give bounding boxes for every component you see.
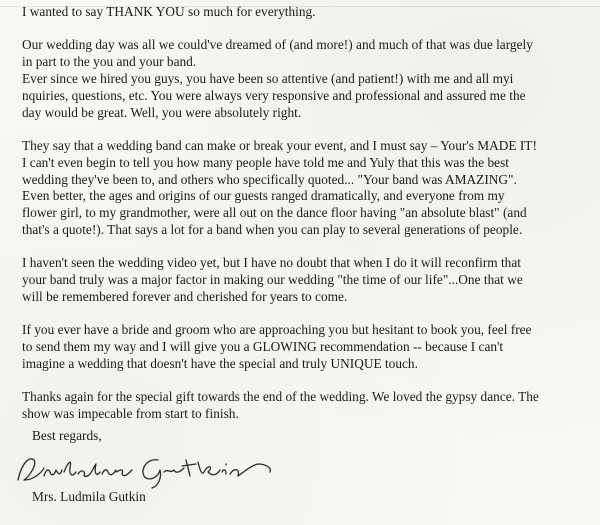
- paragraph-2-line-4: Even better, the ages and origins of our guests ranged dramatically, and everyone from my: [22, 188, 505, 204]
- paragraph-1-line-4: nquiries, questions, etc. You were always very responsive and professional and assured me the: [22, 87, 526, 103]
- greeting-paragraph: [22, 4, 588, 21]
- handwritten-signature: [8, 450, 288, 490]
- printed-name: Mrs. Ludmila Gutkin: [32, 489, 146, 504]
- paragraph-5-line-1: Thanks again for the special gift towards the end of the wedding. We loved the gypsy dance. The: [22, 389, 539, 405]
- paragraph-1-line-5: day would be great. Well, you were absolutely right.: [22, 104, 302, 120]
- paragraph-2: [22, 138, 588, 239]
- paragraph-2-line-2: I can't even begin to tell you how many people have told me and Yuly that this was the best: [22, 154, 509, 170]
- paragraph-3: [22, 255, 588, 305]
- paragraph-5-line-2: show was impecable from start to finish.: [22, 406, 239, 422]
- paragraph-5: [22, 389, 588, 423]
- paragraph-2-line-3: wedding they've been to, and others who specifically quoted... "Your band was AMAZING".: [22, 171, 517, 187]
- paragraph-4-line-2: to send them my way and I will give you a GLOWING recommendation -- because I can't: [22, 339, 504, 355]
- paragraph-4: [22, 322, 588, 372]
- signature-drawing: [8, 450, 288, 490]
- paragraph-2-line-1: They say that a wedding band can make or break your event, and I must say – Your's MADE IT!: [22, 137, 537, 153]
- letter-body: [22, 4, 588, 440]
- paragraph-1: [22, 37, 588, 121]
- paragraph-2-line-5: flower girl, to my grandmother, were all out on the dance floor having "an absolute blast" (and: [22, 205, 527, 221]
- paragraph-3-line-1: I haven't seen the wedding video yet, but I have no doubt that when I do it will reconfirm that: [22, 255, 521, 271]
- paragraph-4-line-3: imagine a wedding that doesn't have the special and truly UNIQUE touch.: [22, 355, 418, 371]
- closing-line: Best regards,: [32, 428, 102, 443]
- paragraph-1-line-3: Ever since we hired you guys, you have been so attentive (and patient!) with me and all myi: [22, 70, 514, 86]
- paragraph-1-line-2: in part to the you and your band.: [22, 54, 197, 70]
- greeting-line: I wanted to say THANK YOU so much for everything.: [22, 4, 316, 19]
- paragraph-4-line-1: If you ever have a bride and groom who are approaching you but hesitant to book you, feel free: [22, 322, 532, 338]
- paragraph-3-line-2: your band truly was a major factor in making our wedding "the time of our life"...One that we: [22, 272, 523, 288]
- paragraph-1-line-1: Our wedding day was all we could've dreamed of (and more!) and much of that was due largely: [22, 37, 533, 53]
- paragraph-3-line-3: will be remembered forever and cherished for years to come.: [22, 288, 348, 304]
- paragraph-2-line-6: that's a quote!). That says a lot for a band when you can play to several generations of people.: [22, 221, 523, 237]
